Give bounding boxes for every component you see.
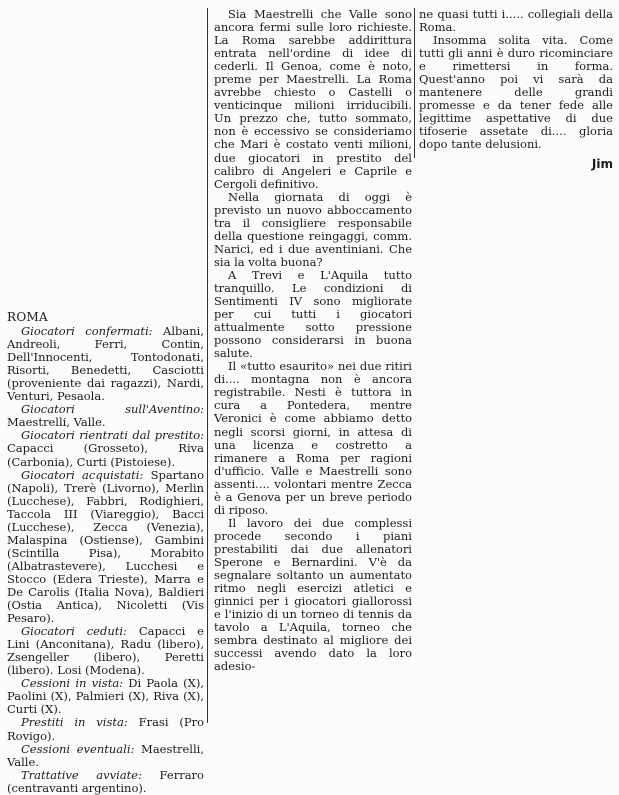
- article-paragraph: Sia Maestrelli che Valle sono ancora fermi sulle loro richieste. La Roma sarebbe addirittura entrata nell'ordine di idee di cederli. Il Genoa, come è noto, preme per Maestrelli. La Roma avrebbe chiesto o Castelli o venticinque milioni irriducibili. Un prezzo che, tutto sommato, non è eccessivo se consideriamo che Mari è costato venti milioni, due giocatori in prestito del calibro di Angeleri e Caprile e Cergoli definitivo.: [214, 7, 412, 191]
- article-paragraph: A Trevi e L'Aquila tutto tranquillo. Le condizioni di Sentimenti IV sono migliorate per cui tutti i giocatori attualmente sotto pressione possono considerarsi in buona salute.: [214, 267, 412, 361]
- roster-label: Giocatori sull'Aventino:: [21, 402, 204, 417]
- roster-label: Giocatori confermati:: [21, 324, 153, 339]
- article-paragraph: Il lavoro dei due complessi procede secondo i piani prestabiliti dai due allenatori Sperone e Bernardini. V'è da segnalare soltanto un aumentato ritmo negli esercizi atletici e ginnici per i giocatori giallorossi e l'inizio di un torneo di tennis da tavolo a L'Aquila, torneo che sembra destinato al migliore dei successi avendo dato la loro adesio-: [214, 515, 412, 674]
- roster-column: [7, 311, 204, 795]
- roster-item: [7, 769, 204, 795]
- article-column-right: [419, 8, 613, 171]
- roster-label: Cessioni in vista:: [21, 676, 124, 691]
- roster-label: Giocatori rientrati dal prestito:: [21, 428, 204, 443]
- article-paragraph: Insomma solita vita. Come tutti gli anni è duro ricominciare e rimettersi in forma. Quest'anno poi vi sarà da mantenere delle grandi promesse e da tener fede alle legittime aspettative di due tifoserie assetate di.... gloria dopo tante delusioni.: [419, 33, 613, 152]
- article-paragraph: Nella giornata di oggi è previsto un nuovo abboccamento tra il consigliere responsabile della questione reingaggi, comm. Narici, ed i due aventiniani. Che sia la volta buona?: [214, 189, 412, 269]
- roster-text: Ferraro (centravanti argentino).: [7, 767, 204, 795]
- roster-text: Capacci (Grosseto), Riva (Carbonia), Curti (Pistoiese).: [7, 441, 204, 469]
- roster-item: [7, 743, 204, 769]
- article-paragraph: Il «tutto esaurito» nei due ritiri di.... montagna non è ancora registrabile. Nesti è tuttora in cura a Pontedera, mentre Veronici è come abbiamo detto negli scorsi giorni, in attesa di una licenza e costretto a rimanere a Roma per ragioni d'ufficio. Valle e Maestrelli sono assenti.... volontari mentre Zecca è a Genova per un breve periodo di riposo.: [214, 359, 412, 517]
- roster-item: [7, 625, 204, 677]
- roster-label: Giocatori acquistati:: [21, 467, 144, 482]
- roster-text: Maestrelli, Valle.: [7, 415, 106, 430]
- section-heading: ROMA: [7, 310, 49, 324]
- roster-text: Capacci e Lini (Anconitana), Radu (libero), Zsengeller (libero), Peretti (libero). Losi (Modena).: [7, 624, 204, 678]
- roster-label: Giocatori ceduti:: [21, 624, 127, 639]
- roster-item: [7, 469, 204, 626]
- roster-label: Prestiti in vista:: [21, 715, 128, 730]
- roster-text: Maestrelli, Valle.: [7, 741, 204, 769]
- article-paragraph: ne quasi tutti i..... collegiali della Roma.: [419, 7, 613, 35]
- roster-text: Albani, Andreoli, Ferri, Contin, Dell'Innocenti, Tontodonati, Risorti, Benedetti, Casciotti (proveniente dai ragazzi), Nardi, Venturi, Pesaola.: [7, 324, 204, 404]
- roster-label: Trattative avviate:: [21, 767, 142, 782]
- roster-text: Di Paola (X), Paolini (X), Palmieri (X), Riva (X), Curti (X).: [7, 676, 204, 717]
- roster-label: Cessioni eventuali:: [21, 741, 135, 756]
- column-rule-left: [207, 8, 208, 723]
- author-signature: Jim: [591, 156, 613, 171]
- roster-item: [7, 403, 204, 429]
- roster-text: Frasi (Pro Rovigo).: [7, 715, 204, 743]
- roster-item: [7, 325, 204, 403]
- roster-item: [7, 429, 204, 468]
- column-rule-right: [414, 8, 415, 158]
- article-column-middle: [214, 8, 412, 673]
- roster-text: Spartano (Napoli), Trerè (Livorno), Merlin (Lucchese), Fabbri, Rodighieri, Taccola III (Viareggio), Bacci (Lucchese), Zecca (Venezia), Malaspina (Ostiense), Gambini (Scintilla Pisa), Morabito (Albatrastevere), Lucchesi e Stocco (Edera Trieste), Marra e De Carolis (Italia Nova), Baldieri (Ostia Antica), Nicoletti (Vis Pesaro).: [7, 467, 204, 626]
- roster-item: [7, 677, 204, 716]
